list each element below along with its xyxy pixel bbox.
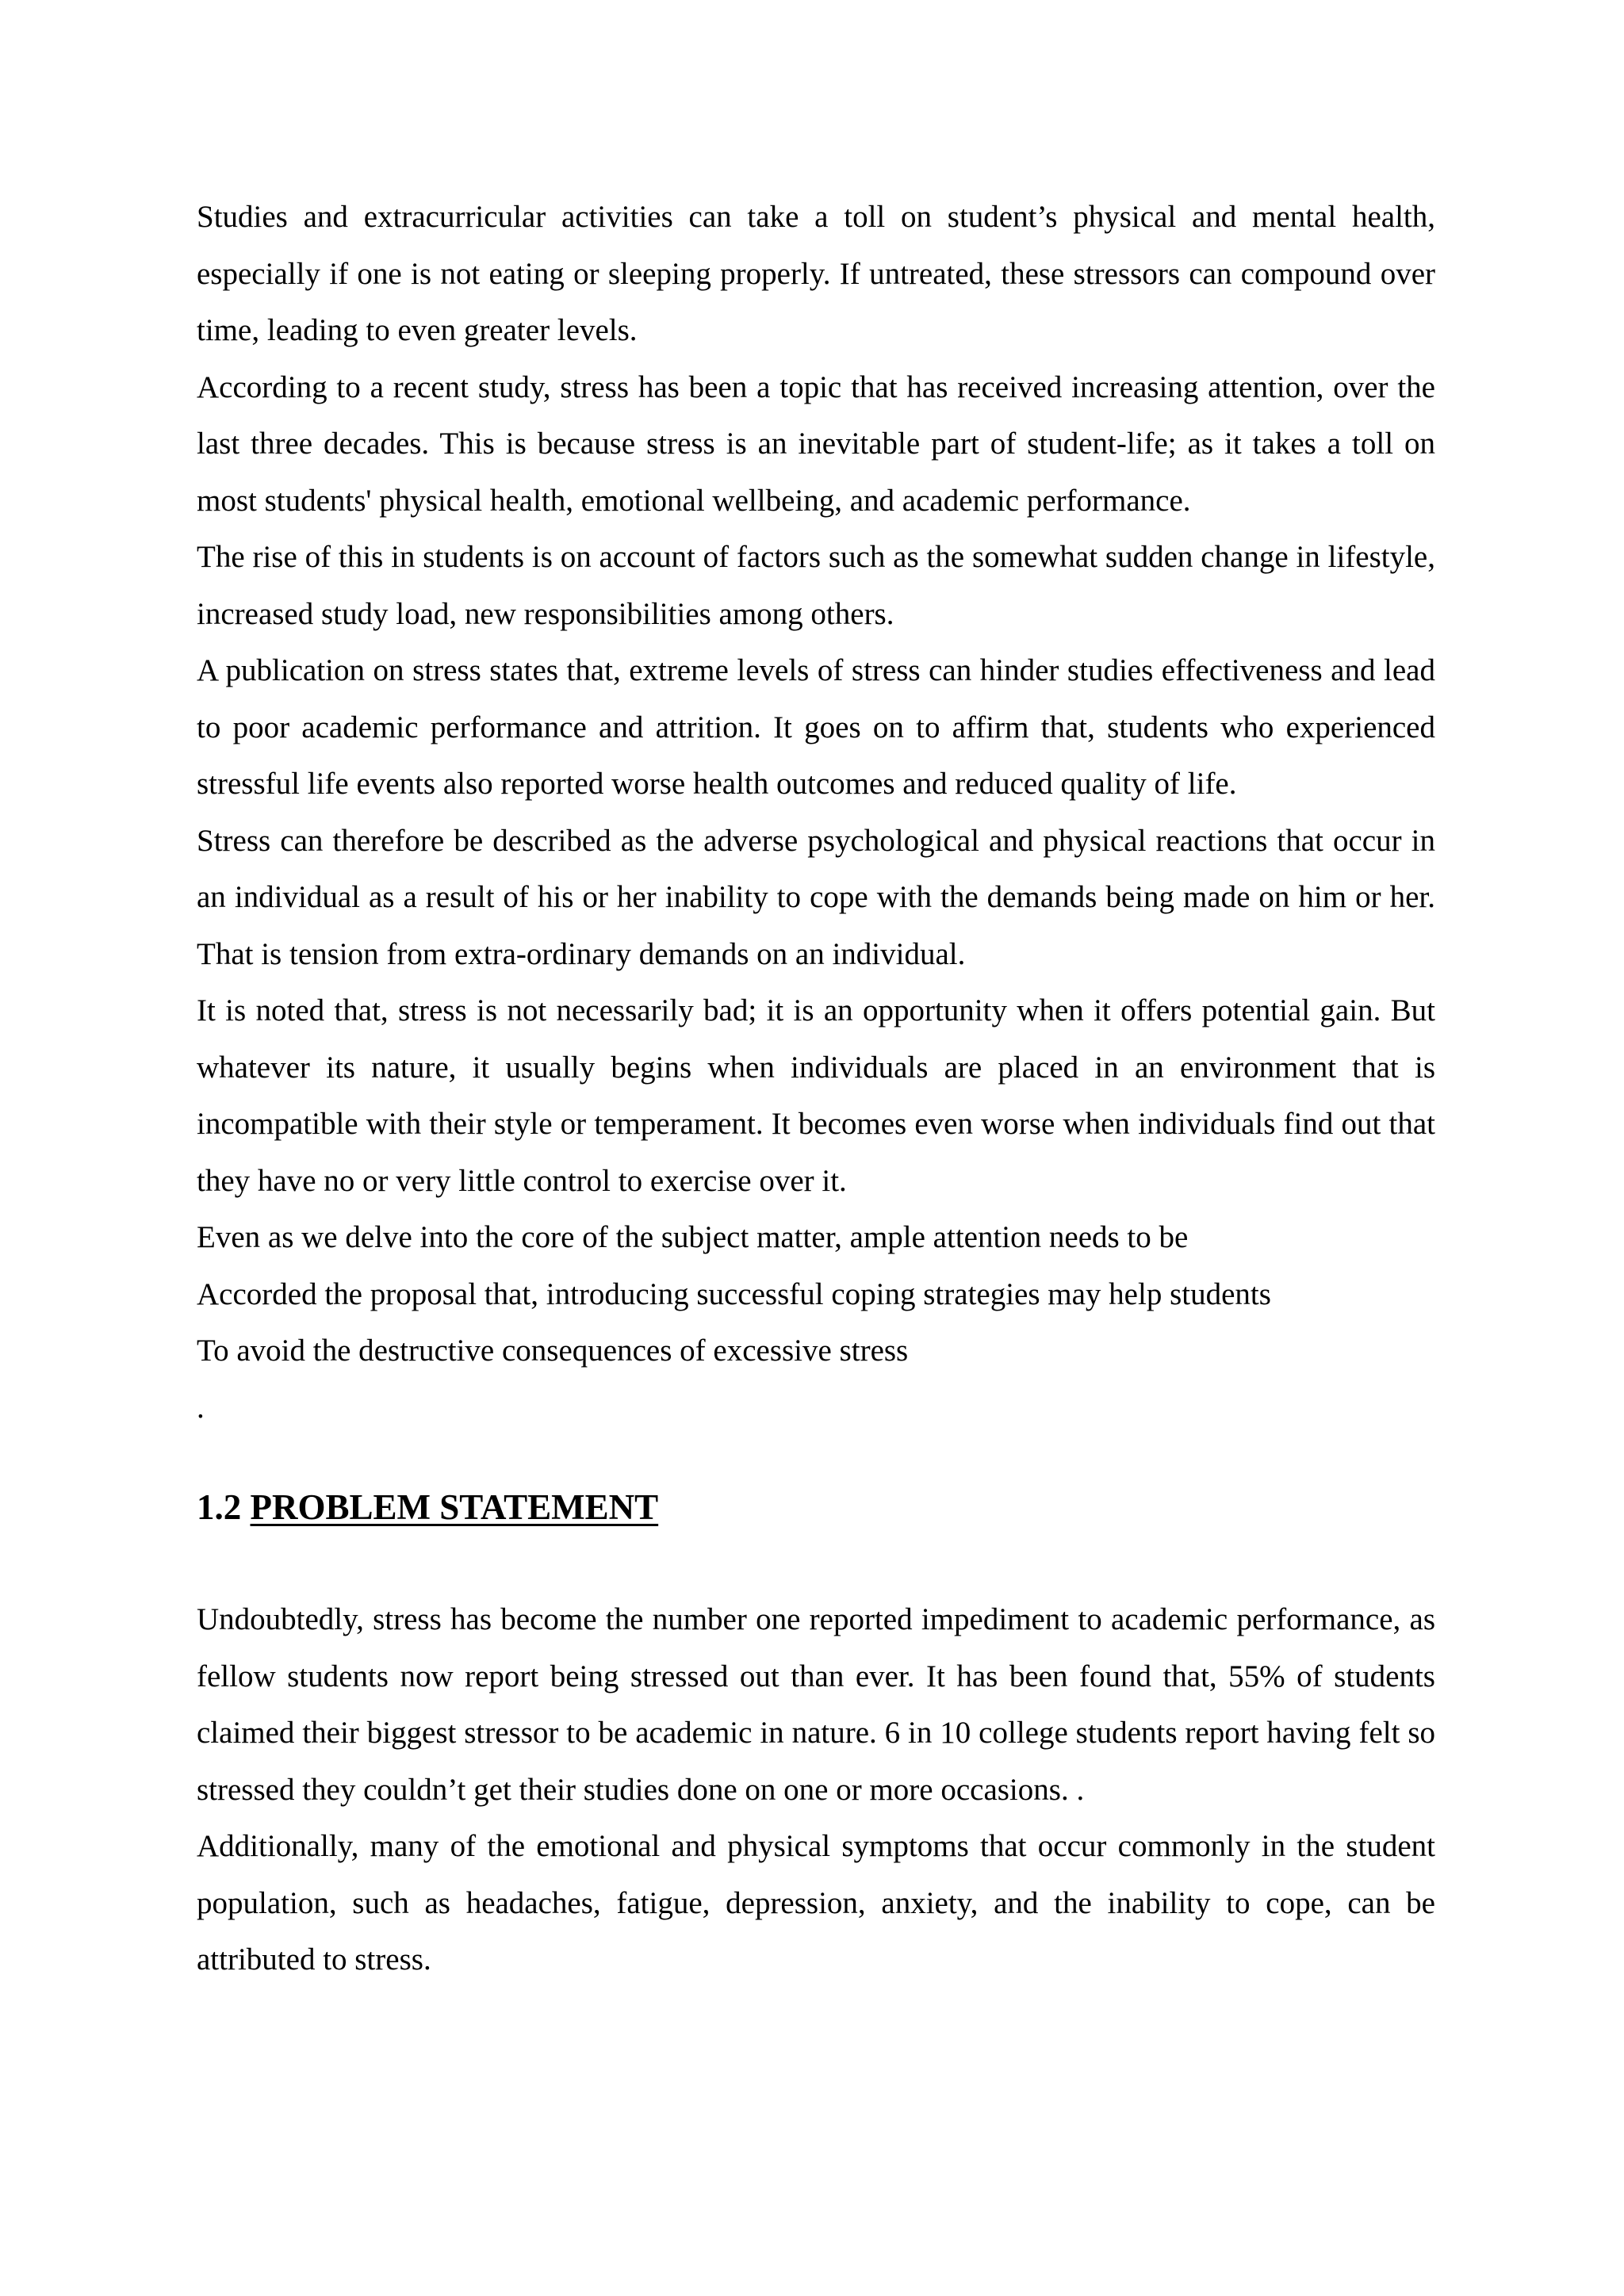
section-number: 1.2 — [197, 1487, 242, 1527]
body-paragraph: Undoubtedly, stress has become the number one reported impediment to academic performance, as fellow students now report being stressed out than ever. It has been found that, 55% of students claimed their biggest stressor to be academic in nature. 6 in 10 college students report having felt so stressed they couldn’t get their studies done on one or more occasions. . — [197, 1602, 1435, 1807]
body-paragraph: The rise of this in students is on account of factors such as the somewhat sudden change in lifestyle, increased study load, new responsibilities among others. — [197, 540, 1435, 631]
body-paragraph: Studies and extracurricular activities can take a toll on student’s physical and mental health, especially if one is not eating or sleeping properly. If untreated, these stressors can compound over time, leading to even greater levels. — [197, 200, 1435, 347]
body-paragraph: It is noted that, stress is not necessarily bad; it is an opportunity when it offers potential gain. But whatever its nature, it usually begins when individuals are placed in an environment that is incompatible with their style or temperament. It becomes even worse when individuals find out that they have no or very little control to exercise over it. — [197, 993, 1435, 1198]
body-paragraph: According to a recent study, stress has been a topic that has received increasing attention, over the last three decades. This is because stress is an inevitable part of student-life; as it takes a toll on most students' physical health, emotional wellbeing, and academic performance. — [197, 369, 1435, 518]
document-page — [197, 189, 1435, 1988]
body-paragraph: Stress can therefore be described as the adverse psychological and physical reactions that occur in an individual as a result of his or her inability to cope with the demands being made on him or her. That is tension from extra-ordinary demands on an individual. — [197, 823, 1435, 971]
stray-period: . — [197, 1390, 205, 1425]
body-line: Accorded the proposal that, introducing successful coping strategies may help students — [197, 1276, 1271, 1311]
body-paragraph: A publication on stress states that, extreme levels of stress can hinder studies effectiveness and lead to poor academic performance and attrition. It goes on to affirm that, students who experienced stressful life events also reported worse health outcomes and reduced quality of life. — [197, 653, 1435, 801]
body-line: To avoid the destructive consequences of excessive stress — [197, 1334, 909, 1368]
body-paragraph: Additionally, many of the emotional and physical symptoms that occur commonly in the student population, such as headaches, fatigue, depression, anxiety, and the inability to cope, can be attributed to stress. — [197, 1829, 1435, 1976]
body-line: Even as we delve into the core of the subject matter, ample attention needs to be — [197, 1220, 1189, 1254]
section-title: PROBLEM STATEMENT — [250, 1487, 659, 1527]
section-heading — [197, 1483, 1435, 1531]
